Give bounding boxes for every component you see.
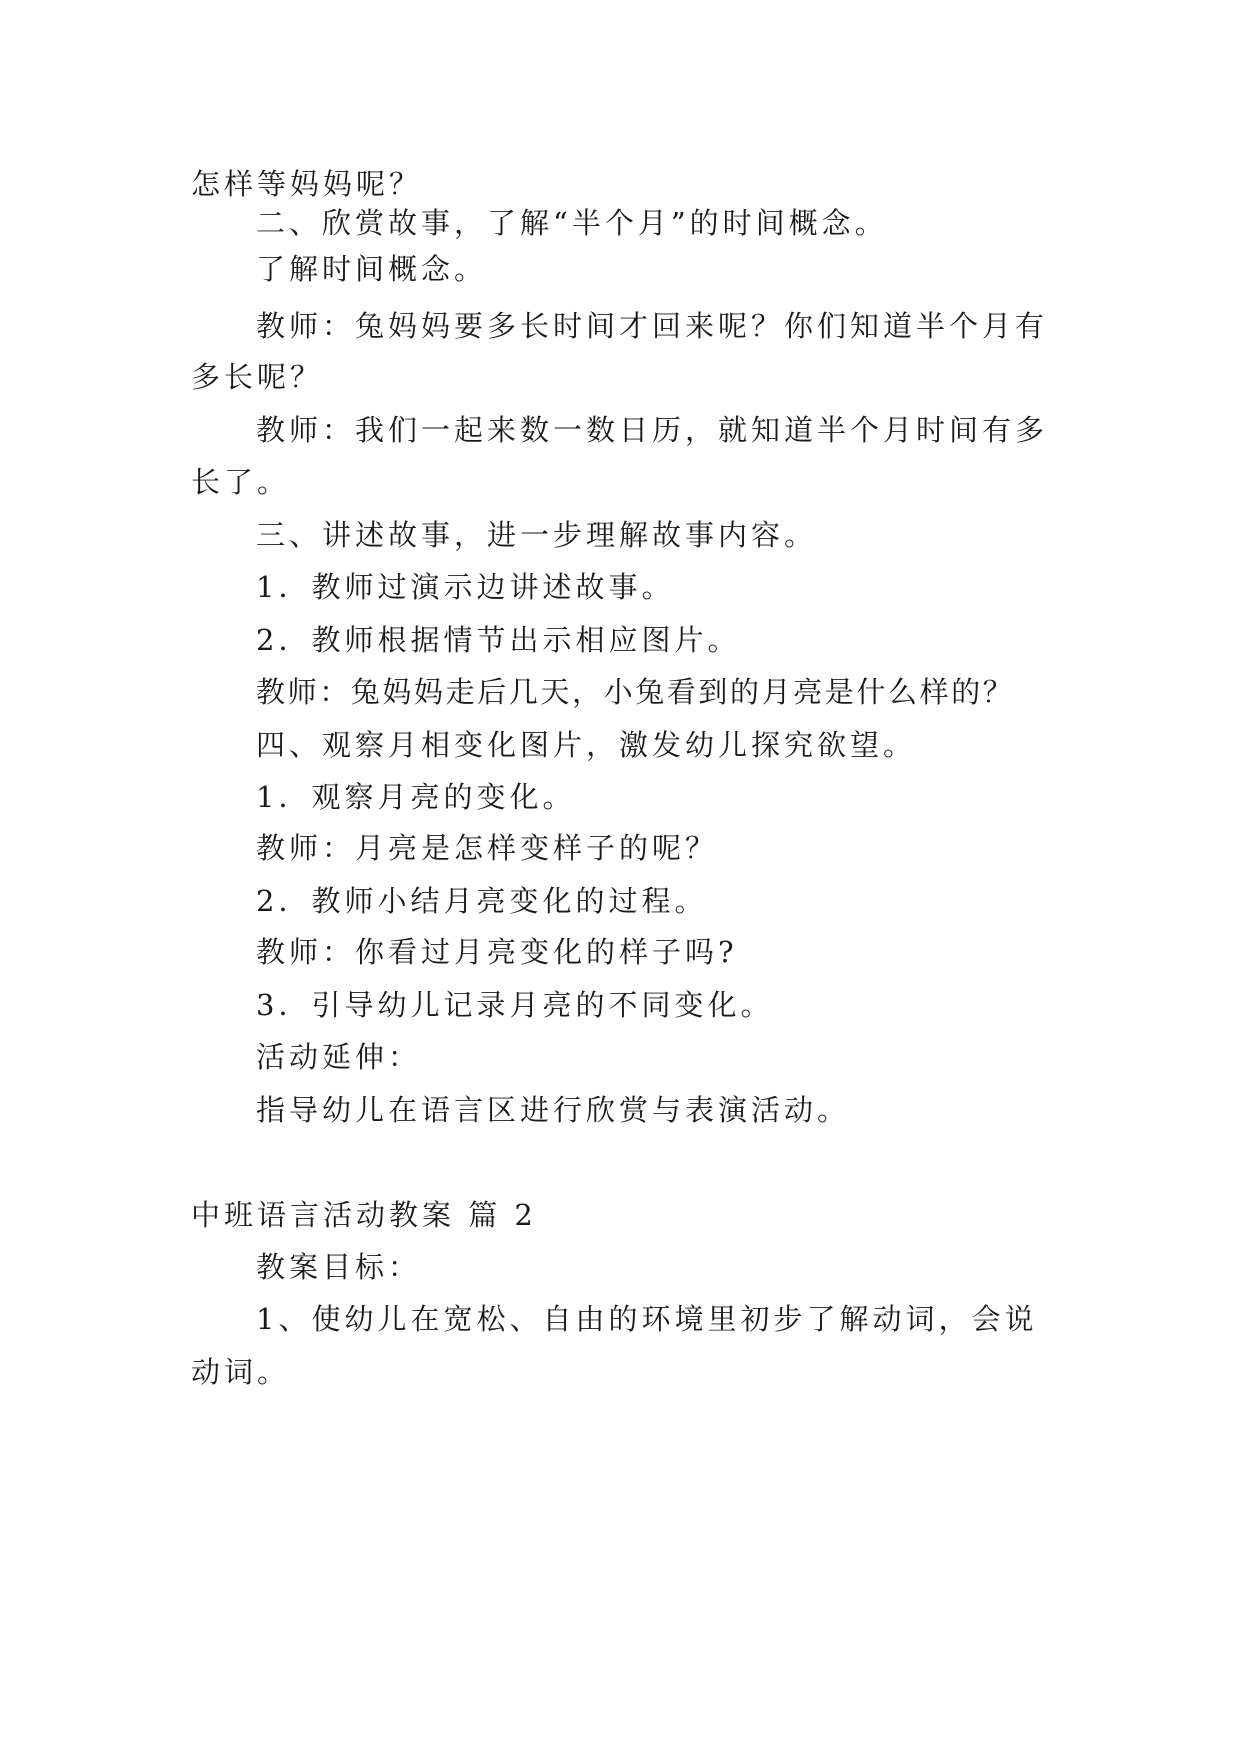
paragraph-line: 2．教师根据情节出示相应图片。 bbox=[256, 623, 741, 657]
paragraph-line: 指导幼儿在语言区进行欣赏与表演活动。 bbox=[256, 1093, 851, 1127]
section-heading: 二、欣赏故事，了解“半个月”的时间概念。 bbox=[256, 206, 888, 240]
paragraph-line: 1、使幼儿在宽松、自由的环境里初步了解动词，会说 bbox=[256, 1302, 1038, 1336]
article-title: 中班语言活动教案 篇 2 bbox=[191, 1198, 537, 1232]
paragraph-line: 教师：兔妈妈走后几天，小兔看到的月亮是什么样的？ bbox=[256, 675, 1015, 709]
paragraph-line: 教师：你看过月亮变化的样子吗? bbox=[256, 935, 738, 969]
paragraph-line: 多长呢？ bbox=[191, 360, 324, 394]
paragraph-line: 3．引导幼儿记录月亮的不同变化。 bbox=[256, 988, 774, 1022]
section-heading: 活动延伸： bbox=[256, 1040, 422, 1074]
section-heading: 教案目标： bbox=[256, 1250, 422, 1284]
paragraph-line: 2．教师小结月亮变化的过程。 bbox=[256, 884, 708, 918]
section-heading: 四、观察月相变化图片，激发幼儿探究欲望。 bbox=[256, 728, 917, 762]
paragraph-line: 了解时间概念。 bbox=[256, 252, 488, 286]
paragraph-line: 1．教师过演示边讲述故事。 bbox=[256, 570, 675, 604]
section-heading: 三、讲述故事，进一步理解故事内容。 bbox=[256, 518, 818, 552]
paragraph-line: 教师：我们一起来数一数日历，就知道半个月时间有多 bbox=[256, 413, 1049, 447]
paragraph-line: 教师：月亮是怎样变样子的呢？ bbox=[256, 831, 719, 865]
paragraph-line: 1．观察月亮的变化。 bbox=[256, 780, 576, 814]
paragraph-line: 动词。 bbox=[191, 1355, 291, 1389]
paragraph-line: 怎样等妈妈呢？ bbox=[191, 167, 423, 201]
paragraph-line: 长了。 bbox=[191, 465, 291, 499]
paragraph-line: 教师：兔妈妈要多长时间才回来呢？你们知道半个月有 bbox=[256, 309, 1049, 343]
